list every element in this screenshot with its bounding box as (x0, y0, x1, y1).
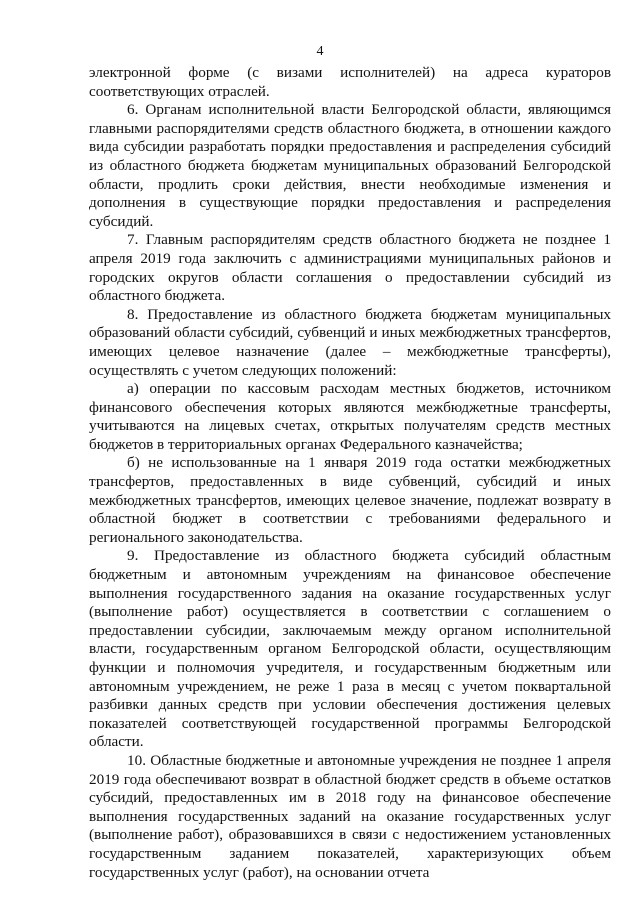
paragraph-item-10: 10. Областные бюджетные и автономные учреждения не позднее 1 апреля 2019 года обеспечивают возврат в областной бюджет средств в объеме остатков субсидий, предоставленных им в 2018 году на финансовое обеспечение выполнения государственных заданий на оказание государственных услуг (выполнение работ), образовавшихся в связи с недостижением установленных государственным заданием показателей, характеризующих объем государственных услуг (работ), на основании отчета (89, 751, 611, 881)
paragraph-continuation: электронной форме (с визами исполнителей) на адреса кураторов соответствующих отраслей. (89, 64, 611, 100)
page-number: 4 (316, 44, 324, 59)
paragraph-item-7: 7. Главным распорядителям средств областного бюджета не позднее 1 апреля 2019 года заключить с администрациями муниципальных районов и городских округов области соглашения о предоставлении субсидий из областного бюджета. (89, 231, 611, 305)
paragraph-item-9: 9. Предоставление из областного бюджета субсидий областным бюджетным и автономным учреждениям на финансовое обеспечение выполнения государственного задания на оказание государственных услуг (выполнение работ) осуществляется в соответствии с соглашением о предоставлении субсидии, заключаемым между органом исполнительной власти, государственным органом Белгородской области, осуществляющим функции и полномочия учредителя, и государственным бюджетным или автономным учреждением, не реже 1 раза в месяц с учетом поквартальной разбивки данных средств при условии обеспечения достижения целевых показателей соответствующей государственной программы Белгородской области. (89, 547, 611, 751)
paragraph-item-8: 8. Предоставление из областного бюджета бюджетам муниципальных образований области субсидий, субвенций и иных межбюджетных трансфертов, имеющих целевое назначение (далее – межбюджетные трансферты), осуществлять с учетом следующих положений: (89, 305, 611, 379)
paragraph-item-8a: а) операции по кассовым расходам местных бюджетов, источником финансового обеспечения которых являются межбюджетные трансферты, учитываются на лицевых счетах, открытых получателям средств местных бюджетов в территориальных органах Федерального казначейства; (89, 380, 611, 453)
document-body (89, 64, 611, 882)
paragraph-item-6: 6. Органам исполнительной власти Белгородской области, являющимся главными распорядителями средств областного бюджета, в отношении каждого вида субсидии разработать порядки предоставления и распределения субсидий из областного бюджета бюджетам муниципальных образований Белгородской области, продлить сроки действия, внести необходимые изменения и дополнения в существующие порядки предоставления и распределения субсидий. (89, 101, 611, 230)
paragraph-item-8b: б) не использованные на 1 января 2019 года остатки межбюджетных трансфертов, предоставленных в виде субвенций, субсидий и иных межбюджетных трансфертов, имеющих целевое значение, подлежат возврату в областной бюджет в соответствии с требованиями федерального и регионального законодательства. (89, 454, 611, 546)
